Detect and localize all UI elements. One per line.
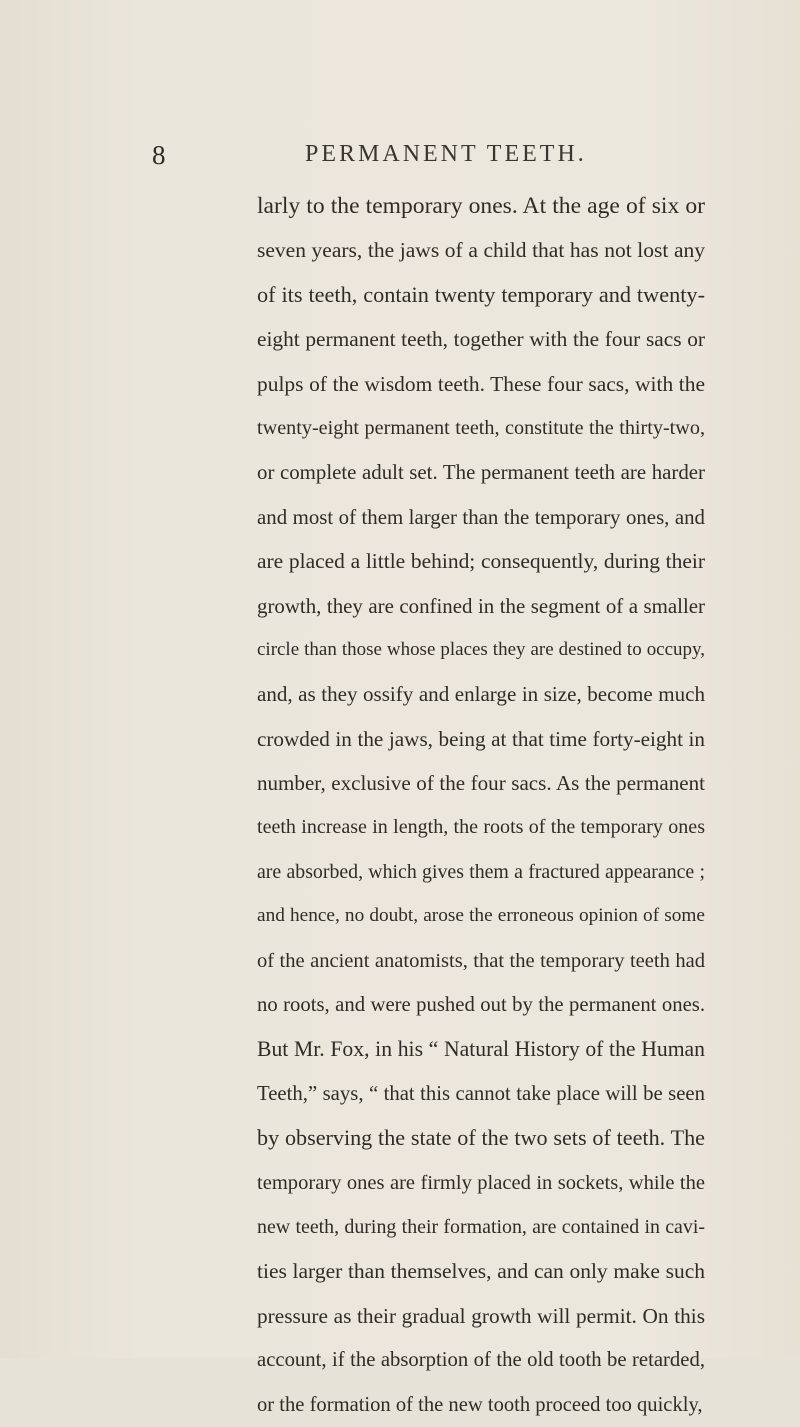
text-line: no roots, and were pushed out by the permanent ones. bbox=[257, 994, 705, 1017]
text-line: teeth increase in length, the roots of the temporary ones bbox=[257, 816, 705, 839]
body-text bbox=[257, 184, 705, 1427]
text-line: by observing the state of the two sets of teeth. The bbox=[257, 1125, 705, 1151]
text-line: are absorbed, which gives them a fractured appearance ; bbox=[257, 860, 705, 883]
text-line: and hence, no doubt, arose the erroneous opinion of some bbox=[257, 905, 705, 927]
text-line: are placed a little behind; consequently, during their bbox=[257, 549, 705, 574]
running-head: PERMANENT TEETH. bbox=[305, 141, 587, 167]
text-line: ties larger than themselves, and can only make such bbox=[257, 1259, 705, 1284]
text-line: crowded in the jaws, being at that time forty-eight in bbox=[257, 726, 705, 751]
text-line: or complete adult set. The permanent teeth are harder bbox=[257, 460, 705, 485]
text-line: pressure as their gradual growth will permit. On this bbox=[257, 1303, 705, 1328]
text-line: or the formation of the new tooth proceed too quickly, bbox=[257, 1393, 703, 1416]
text-line: account, if the absorption of the old tooth be retarded, bbox=[257, 1349, 705, 1372]
text-line: of the ancient anatomists, that the temporary teeth had bbox=[257, 949, 705, 972]
text-line: circle than those whose places they are destined to occupy, bbox=[257, 638, 705, 660]
text-line: twenty-eight permanent teeth, constitute the thirty-two, bbox=[257, 416, 705, 439]
text-line: larly to the temporary ones. At the age of six or bbox=[257, 193, 705, 219]
text-line: new teeth, during their formation, are contained in cavi- bbox=[257, 1215, 705, 1238]
text-line: pulps of the wisdom teeth. These four sacs, with the bbox=[257, 371, 705, 396]
text-line: Teeth,” says, “ that this cannot take place will be seen bbox=[257, 1082, 705, 1105]
text-line: But Mr. Fox, in his “ Natural History of the Human bbox=[257, 1037, 705, 1062]
text-line: and, as they ossify and enlarge in size, become much bbox=[257, 682, 705, 707]
text-line: eight permanent teeth, together with the four sacs or bbox=[257, 327, 705, 352]
text-line: of its teeth, contain twenty temporary and twenty- bbox=[257, 281, 705, 307]
text-line: and most of them larger than the temporary ones, and bbox=[257, 504, 705, 529]
text-line: temporary ones are firmly placed in sockets, while the bbox=[257, 1171, 705, 1194]
text-line: number, exclusive of the four sacs. As the permanent bbox=[257, 771, 705, 796]
text-line: growth, they are confined in the segment of a smaller bbox=[257, 593, 705, 618]
text-line: seven years, the jaws of a child that has not lost any bbox=[257, 238, 705, 263]
page-header bbox=[0, 140, 800, 170]
page-number: 8 bbox=[152, 140, 166, 170]
